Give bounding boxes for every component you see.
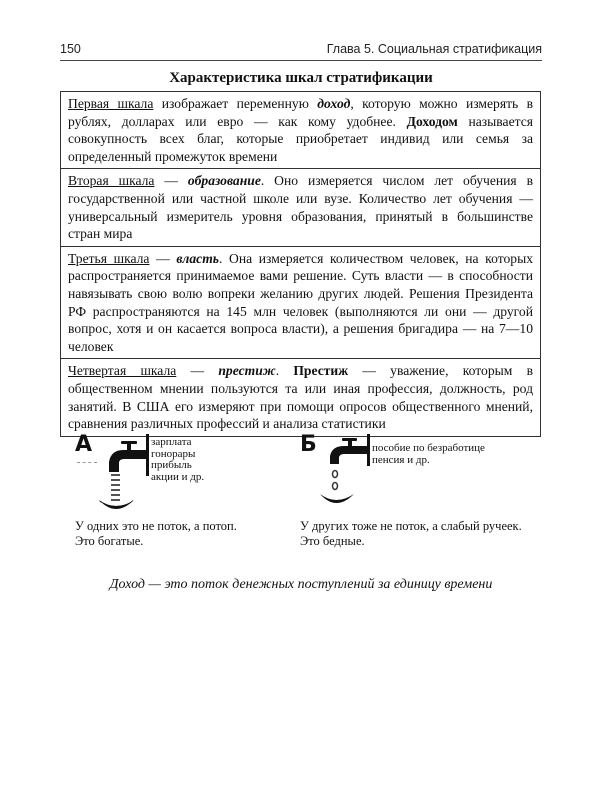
- defined-term: Престиж: [293, 363, 349, 379]
- income-definition: Доход — это поток денежных поступлений за единицу времени: [109, 577, 493, 592]
- chapter-title: Глава 5. Социальная стратификация: [326, 42, 542, 56]
- income-sources-list: пособие по безработице пенсия и др.: [372, 442, 485, 466]
- figure-caption: У одних это не поток, а потоп. Это богатые.: [75, 519, 237, 548]
- figure-b-poor: [300, 432, 550, 547]
- figure-letter: Б: [300, 432, 317, 457]
- scale-term: образование: [187, 173, 261, 189]
- scale-label: Третья шкала: [68, 250, 150, 266]
- income-sources-list: зарплата гонорары прибыль акции и др.: [151, 436, 205, 483]
- figure-caption: У других тоже не поток, а слабый ручеек. Это бедные.: [300, 519, 522, 548]
- defined-term: Доходом: [406, 113, 458, 129]
- scale-term: власть: [176, 250, 219, 266]
- table-title: Характеристика шкал стратификации: [169, 70, 433, 86]
- scale-term: престиж: [218, 363, 276, 379]
- scale-label: Первая шкала: [68, 96, 154, 111]
- figure-letter: А: [75, 432, 93, 457]
- faucet-drip-icon: [320, 434, 380, 514]
- scale-term: доход: [317, 96, 351, 111]
- scale-label: Вторая шкала: [68, 173, 155, 189]
- page-number: 150: [60, 42, 81, 56]
- running-header: [60, 42, 542, 61]
- scale-row-power: Третья шкала — власть. Она измеряется количеством человек, на которых распространяется принимаемое вами решение. Суть власти — в способности навязывать свою волю вопреки желанию других людей. Решения Президента РФ распространяются на 145 млн человек (выполняются ли они — другой вопрос, хотя и он касается вопроса власти), а решения бригадира — на 7—10 человек: [61, 247, 540, 360]
- figure-a-rich: [75, 432, 285, 547]
- scale-row-income: Первая шкала изображает переменную доход, которую можно измерять в рублях, долларах или евро — как кому удобнее. Доходом называется совокупность всех благ, которые приобретает индивид или семья за определенный промежуток времени: [61, 92, 540, 169]
- dash-marks: [77, 462, 97, 463]
- stratification-scales-table: [60, 91, 541, 437]
- scale-row-education: Вторая шкала — образование. Оно измеряется числом лет обучения в государственной или частной школе или вузе. Количество лет обучения — универсальный измеритель уровня образования, принятый в большинстве стран мира: [61, 169, 540, 246]
- scale-label: Четвертая шкала: [68, 363, 177, 379]
- scale-row-prestige: Четвертая шкала — престиж. Престиж — уважение, которым в общественном мнении пользуются та или иная профессия, должность, род занятий. В США его измеряют при помощи опросов общественного мнений, сравнения различных профессий и анализа статистики: [68, 363, 534, 432]
